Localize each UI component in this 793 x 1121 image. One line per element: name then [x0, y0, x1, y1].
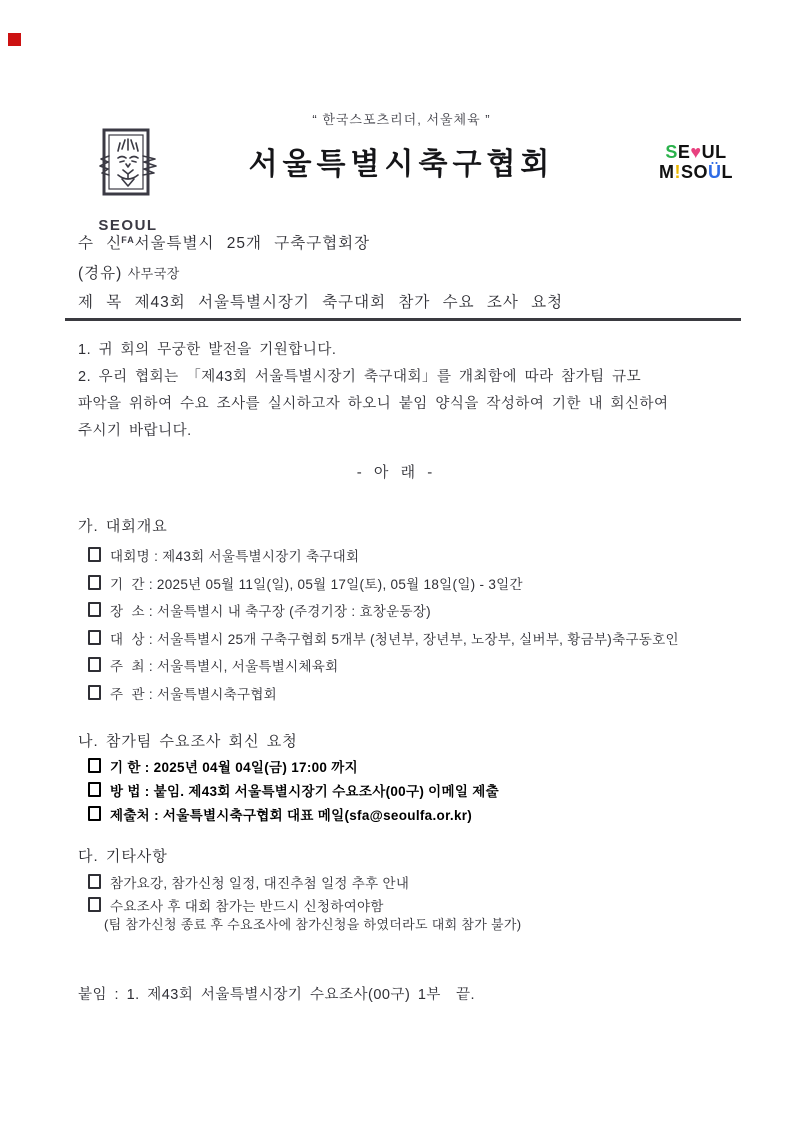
body-paragraph-3: 파악을 위하여 수요 조사를 실시하고자 하오니 붙임 양식을 작성하여 기한 내 회신하여 [78, 396, 669, 412]
subject-line [78, 293, 563, 312]
below-divider-text: - 아 래 - [356, 464, 437, 481]
exclamation-icon: ! [674, 162, 681, 182]
brand-letter-m: M [658, 162, 675, 182]
via-value: 사무국장 [127, 266, 180, 281]
body-paragraph-2: 2. 우리 협회는 「제43회 서울특별시장기 축구대회」를 개최함에 따라 참가팀 규모 [78, 369, 642, 385]
list-item: 대 상 : 서울특별시 25개 구축구협회 5개부 (청년부, 장년부, 노장부, 실버부, 황금부)축구동호인 [88, 629, 679, 649]
fa-logo-text: SEOUL [98, 217, 158, 234]
subject-label: 제 목 [78, 294, 123, 311]
smiley-u-icon: Ü [708, 162, 722, 182]
checkbox-icon [88, 758, 101, 773]
checkbox-icon [88, 547, 101, 562]
list-item: 주 최 : 서울특별시, 서울특별시체육회 [88, 656, 338, 676]
checkbox-icon [88, 874, 101, 889]
section-c-title: 다. 기타사항 [78, 848, 168, 865]
list-item: 참가요강, 참가신청 일정, 대진추첨 일정 추후 안내 [88, 873, 409, 893]
via-line [78, 264, 180, 283]
brand-line-2 [648, 162, 744, 182]
seoul-my-soul-logo [648, 142, 744, 182]
section-a-title: 가. 대회개요 [78, 518, 168, 535]
via-label: (경유) [78, 265, 123, 282]
list-item: 장 소 : 서울특별시 내 축구장 (주경기장 : 효창운동장) [88, 601, 431, 621]
seoul-fa-logo [93, 128, 163, 245]
checkbox-icon [88, 575, 101, 590]
brand-letter-l: L [721, 162, 733, 182]
recipient-value: 서울특별시 25개 구축구협회장 [134, 235, 371, 252]
header-divider-rule [65, 318, 741, 321]
attachment-line: 붙임 : 1. 제43회 서울특별시장기 수요조사(00구) 1부 끝. [78, 987, 475, 1003]
heart-icon: ♥ [690, 142, 702, 162]
header-slogan: “ 한국스포츠리더, 서울체육 ” [312, 112, 491, 127]
subject-value: 제43회 서울특별시장기 축구대회 참가 수요 조사 요청 [134, 294, 564, 311]
list-item: 주 관 : 서울특별시축구협회 [88, 684, 277, 704]
brand-letter-s: S [665, 142, 678, 162]
brand-letters-so: SO [680, 162, 708, 182]
list-item: 기 한 : 2025년 04월 04일(금) 17:00 까지 [88, 757, 358, 777]
page-title: 서울특별시축구협회 [248, 148, 555, 181]
body-paragraph-1: 1. 귀 회의 무궁한 발전을 기원합니다. [78, 342, 337, 358]
body-paragraph-4: 주시기 바랍니다. [78, 423, 192, 439]
checkbox-icon [88, 782, 101, 797]
fa-logo-subtext: FA [121, 235, 135, 245]
checkbox-icon [88, 630, 101, 645]
brand-line-1 [648, 142, 744, 162]
list-item: 방 법 : 붙임. 제43회 서울특별시장기 수요조사(00구) 이메일 제출 [88, 781, 499, 801]
brand-letter-e: E [677, 142, 691, 162]
tiger-emblem-icon [96, 128, 160, 210]
list-item: 기 간 : 2025년 05월 11일(일), 05월 17일(토), 05월 18일(일) - 3일간 [88, 574, 523, 594]
checkbox-icon [88, 806, 101, 821]
red-marker-square [8, 33, 21, 46]
list-item: 수요조사 후 대회 참가는 반드시 신청하여야함 [88, 896, 384, 916]
section-c-note: (팀 참가신청 종료 후 수요조사에 참가신청을 하였더라도 대회 참가 불가) [104, 917, 522, 932]
checkbox-icon [88, 685, 101, 700]
checkbox-icon [88, 897, 101, 912]
section-b-title: 나. 참가팀 수요조사 회신 요청 [78, 733, 298, 750]
list-item: 대회명 : 제43회 서울특별시장기 축구대회 [88, 546, 359, 566]
brand-letters-ul: UL [701, 142, 727, 162]
recipient-line [78, 234, 370, 253]
list-item: 제출처 : 서울특별시축구협회 대표 메일(sfa@seoulfa.or.kr) [88, 805, 472, 825]
checkbox-icon [88, 602, 101, 617]
checkbox-icon [88, 657, 101, 672]
recipient-label: 수 신 [78, 235, 123, 252]
